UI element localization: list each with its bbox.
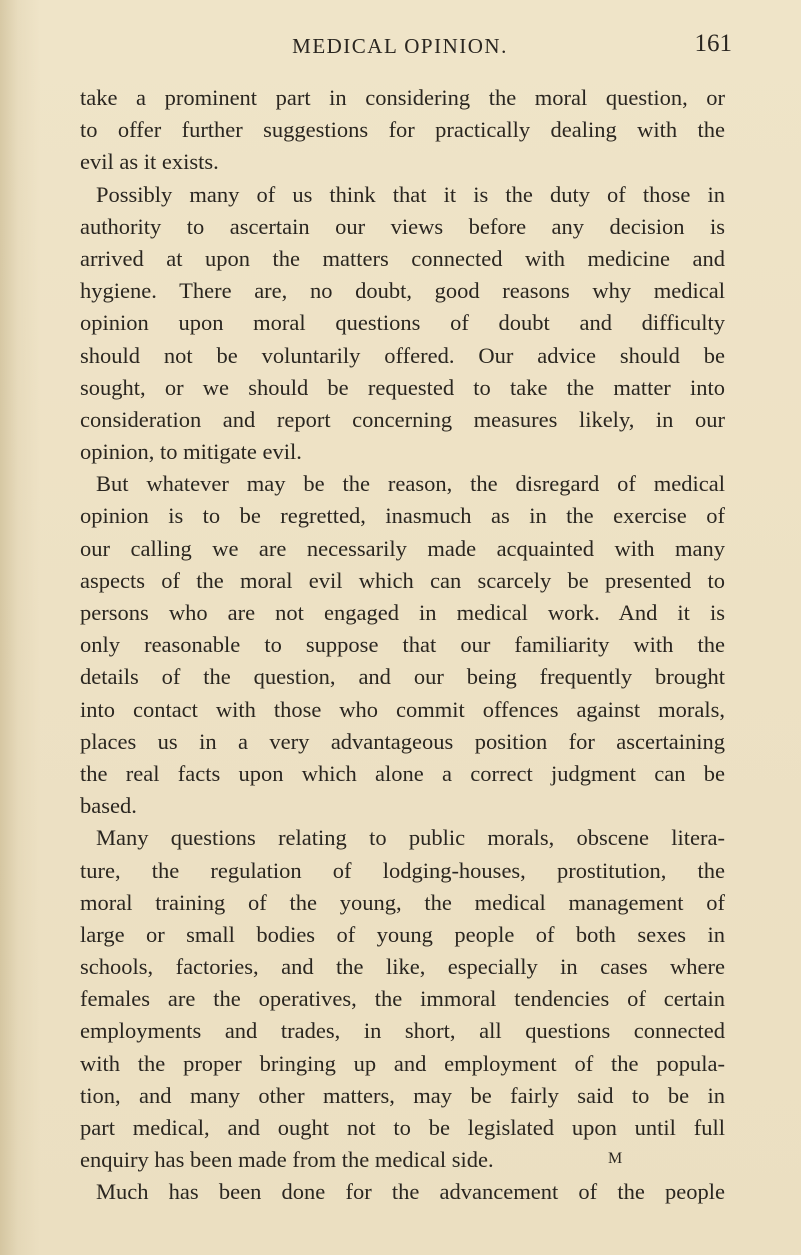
text-line: large or small bodies of young people of both sexes in	[80, 921, 725, 947]
text-line: schools, factories, and the like, especially in cases where	[80, 954, 725, 980]
text-line: females are the operatives, the immoral tendencies of certain	[80, 986, 725, 1012]
text-line: employments and trades, in short, all questions connected	[80, 1018, 725, 1044]
text-line: hygiene. There are, no doubt, good reasons why medical	[80, 278, 725, 304]
text-line: Possibly many of us think that it is the duty of those in	[96, 181, 725, 207]
page-number: 161	[694, 30, 732, 57]
text-line: our calling we are necessarily made acquainted with many	[80, 535, 725, 561]
text-line: consideration and report concerning measures likely, in our	[80, 406, 725, 432]
text-line: moral training of the young, the medical management of	[80, 889, 725, 915]
text-line: into contact with those who commit offences against morals,	[80, 696, 725, 722]
text-line: opinion upon moral questions of doubt and difficulty	[80, 310, 725, 336]
signature-mark: M	[608, 1150, 624, 1167]
text-line: sought, or we should be requested to take the matter into	[80, 374, 725, 400]
text-line: only reasonable to suppose that our familiarity with the	[80, 632, 725, 658]
running-title: MEDICAL OPINION.	[292, 34, 508, 58]
text-line: evil as it exists.	[80, 149, 219, 175]
text-line: Much has been done for the advancement of the people	[96, 1179, 725, 1205]
text-line: aspects of the moral evil which can scarcely be presented to	[80, 567, 725, 593]
text-line: take a prominent part in considering the moral question, or	[80, 85, 725, 110]
text-line: persons who are not engaged in medical work. And it is	[80, 600, 725, 625]
text-line: Many questions relating to public morals, obscene litera-	[96, 825, 725, 851]
text-line: with the proper bringing up and employment of the popula-	[80, 1050, 725, 1076]
text-line: to offer further suggestions for practically dealing with the	[80, 117, 725, 143]
text-line: should not be voluntarily offered. Our advice should be	[80, 342, 725, 368]
text-line: ture, the regulation of lodging-houses, prostitution, the	[80, 857, 725, 883]
text-line: the real facts upon which alone a correct judgment can be	[80, 760, 725, 786]
text-line: tion, and many other matters, may be fairly said to be in	[80, 1082, 725, 1108]
running-head	[80, 30, 732, 70]
text-line: part medical, and ought not to be legislated upon until full	[80, 1115, 725, 1140]
text-line: enquiry has been made from the medical side.	[80, 1147, 494, 1173]
text-line: based.	[80, 793, 137, 819]
text-line: arrived at upon the matters connected with medicine and	[80, 245, 725, 271]
text-line: authority to ascertain our views before any decision is	[80, 213, 725, 239]
text-line: opinion, to mitigate evil.	[80, 439, 302, 465]
text-line: opinion is to be regretted, inasmuch as in the exercise of	[80, 503, 725, 529]
body-text	[80, 82, 725, 1209]
text-line: But whatever may be the reason, the disregard of medical	[96, 471, 725, 497]
text-line: places us in a very advantageous position for ascertaining	[80, 728, 725, 754]
text-line: details of the question, and our being frequently brought	[80, 664, 725, 690]
